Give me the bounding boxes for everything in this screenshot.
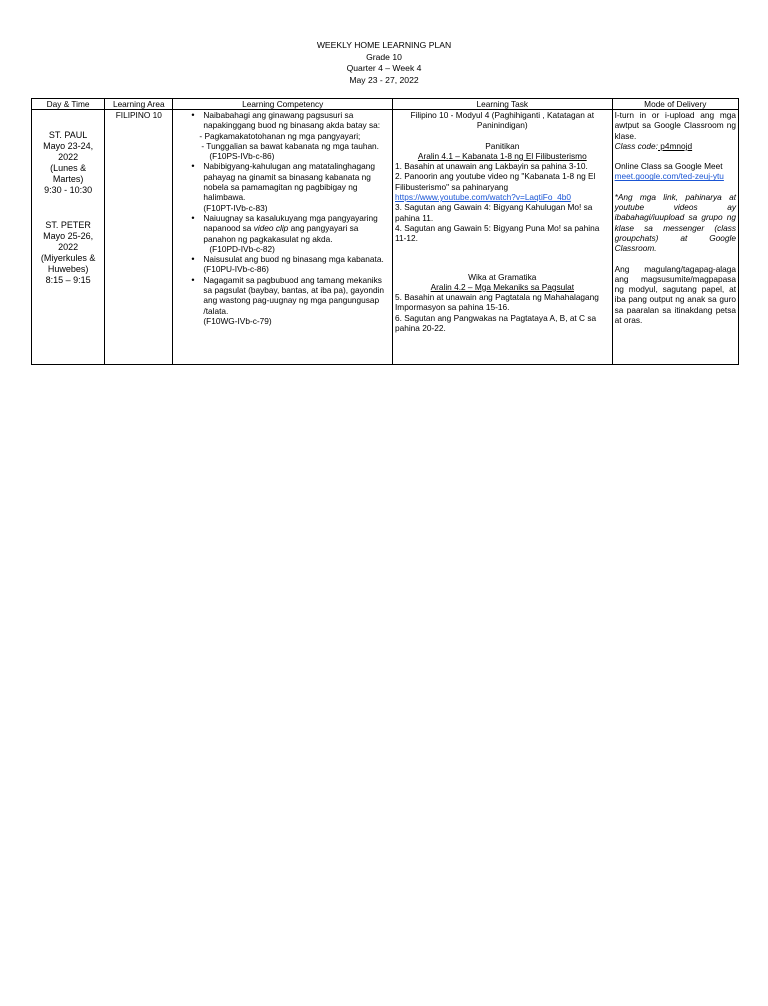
section-days: (Miyerkules & [40,253,96,263]
section-days-cont: Martes) [52,174,84,184]
lesson-title: Aralin 4.2 – Mga Mekaniks sa Pagsulat [430,281,575,292]
table-row [32,110,739,365]
competency-subitem: - Pagkamakatotohanan ng mga pangyayari; [199,130,361,141]
column-header-task: Learning Task [393,99,613,110]
list-item [175,110,390,131]
plan-title: WEEKLY HOME LEARNING PLAN [316,40,452,50]
task-step: 6. Sagutan ang Pangwakas na Pagtataya A, B, at C sa pahina 20-22. [395,312,597,334]
task-heading-literature: Panitikan [485,140,520,151]
delivery-instruction: I-turn in or i-upload ang mga awtput sa Google Classroom ng klase. [614,110,736,141]
column-header-day-time: Day & Time [32,99,105,110]
task-heading-grammar: Wika at Gramatika [468,271,537,282]
parent-instruction: Ang magulang/tagapag-alaga ang magsusumite/magpapasa ng modyul, sagutang papel, at iba pang output ng anak sa guro sa paaralan sa itinakdang petsa at oras. [614,263,736,326]
column-header-delivery: Mode of Delivery [612,99,738,110]
section-date-year: 2022 [58,242,79,252]
competency-text: Naibabahagi ang ginawang pagsusuri sa napakinggang buod ng binasang akda batay sa: [203,110,381,131]
competency-text: Naiuugnay sa kasalukuyang mga pangyayaring napanood sa [203,212,378,234]
column-header-learning-area: Learning Area [105,99,173,110]
section-time: 8:15 – 9:15 [45,275,91,285]
task-step: 2. Panoorin ang youtube video ng "Kabanata 1-8 ng El Filibusterismo" sa pahinaryang [395,171,596,192]
meet-link[interactable]: meet.google.com/ted-zeuj-ytu [614,171,724,182]
meet-label: Online Class sa Google Meet [614,161,723,172]
section-name: ST. PAUL [48,130,88,140]
task-step: 3. Sagutan ang Gawain 4: Bigyang Kahulugan Mo! sa pahina 11. [395,202,593,223]
task-cell [393,110,613,365]
section-days: (Lunes & [50,163,87,173]
competency-code: (F10PT-IVb-c-83) [203,202,268,213]
competency-list [175,110,390,131]
task-step: 5. Basahin at unawain ang Pagtatala ng Mahahalagang Impormasyon sa pahina 15-16. [395,292,599,313]
section-date: Mayo 23-24, [43,141,94,151]
competency-code: (F10PS-IVb-c-86) [209,151,275,162]
competency-code: (F10PD-IVb-c-82) [209,243,275,254]
section-time: 9:30 - 10:30 [44,185,93,195]
learning-area-cell: FILIPINO 10 [105,110,173,365]
section-days-cont: Huwebes) [47,264,89,274]
list-item [175,254,390,275]
competency-text-italic: video clip [253,223,289,234]
grade-level: Grade 10 [366,51,402,62]
date-range: May 23 - 27, 2022 [349,74,419,85]
lesson-title: Aralin 4.1 – Kabanata 1-8 ng El Filibusterismo [417,150,587,161]
section-date: Mayo 25-26, [43,231,94,241]
youtube-link[interactable]: https://www.youtube.com/watch?v=LaqtiFo_4b0 [395,192,571,203]
list-item [175,275,390,326]
competency-text: ang pangyayari sa panahon ng pagkakasulat ng akda. [203,223,359,244]
class-code-value: p4mnojd [657,140,693,151]
section-name: ST. PETER [45,220,91,230]
competency-subitem: - Tunggalian sa bawat kabanata ng mga tauhan. [201,140,379,151]
class-code-label: Class code: [614,140,658,151]
competency-code: (F10WG-IVb-c-79) [203,315,272,326]
task-step: 1. Basahin at unawain ang Lakbayin sa pahina 3-10. [395,161,588,172]
competency-text: Nagagamit sa pagbubuod ang tamang mekaniks sa pagsulat (baybay, bantas, at iba pa), gayondin ang wastong pag-uugnay ng mga pangungusap /talata. [203,274,385,316]
learning-plan-table [31,98,739,365]
competency-text: Nabibigyang-kahulugan ang matatalinghagang pahayag na ginamit sa binasang kabanata ng nobela sa pamamagitan ng pagbibigay ng halimbawa. [203,161,375,203]
competency-list [175,161,390,326]
class-code [615,141,736,151]
competency-text: Naisusulat ang buod ng binasang mga kabanata. (F10PU-IVb-c-86) [203,254,384,275]
list-item [175,161,390,212]
list-item [175,213,390,254]
day-time-cell [32,110,105,365]
column-header-competency: Learning Competency [173,99,393,110]
table-header-row [32,99,739,110]
competency-cell [173,110,393,365]
delivery-note: *Ang mga link, pahinarya at youtube videos ay ibabahagi/iuupload sa grupo ng klase sa messenger (class groupchats) at Google Classroom. [614,191,736,254]
task-step: 4. Sagutan ang Gawain 5: Bigyang Puna Mo! sa pahina 11-12. [395,222,600,244]
document-header [0,40,768,86]
delivery-cell [612,110,738,365]
section-date-year: 2022 [58,152,79,162]
module-title: Filipino 10 - Modyul 4 (Paghihiganti , Katatagan at Paninindigan) [410,110,595,131]
quarter-week: Quarter 4 – Week 4 [346,63,422,73]
